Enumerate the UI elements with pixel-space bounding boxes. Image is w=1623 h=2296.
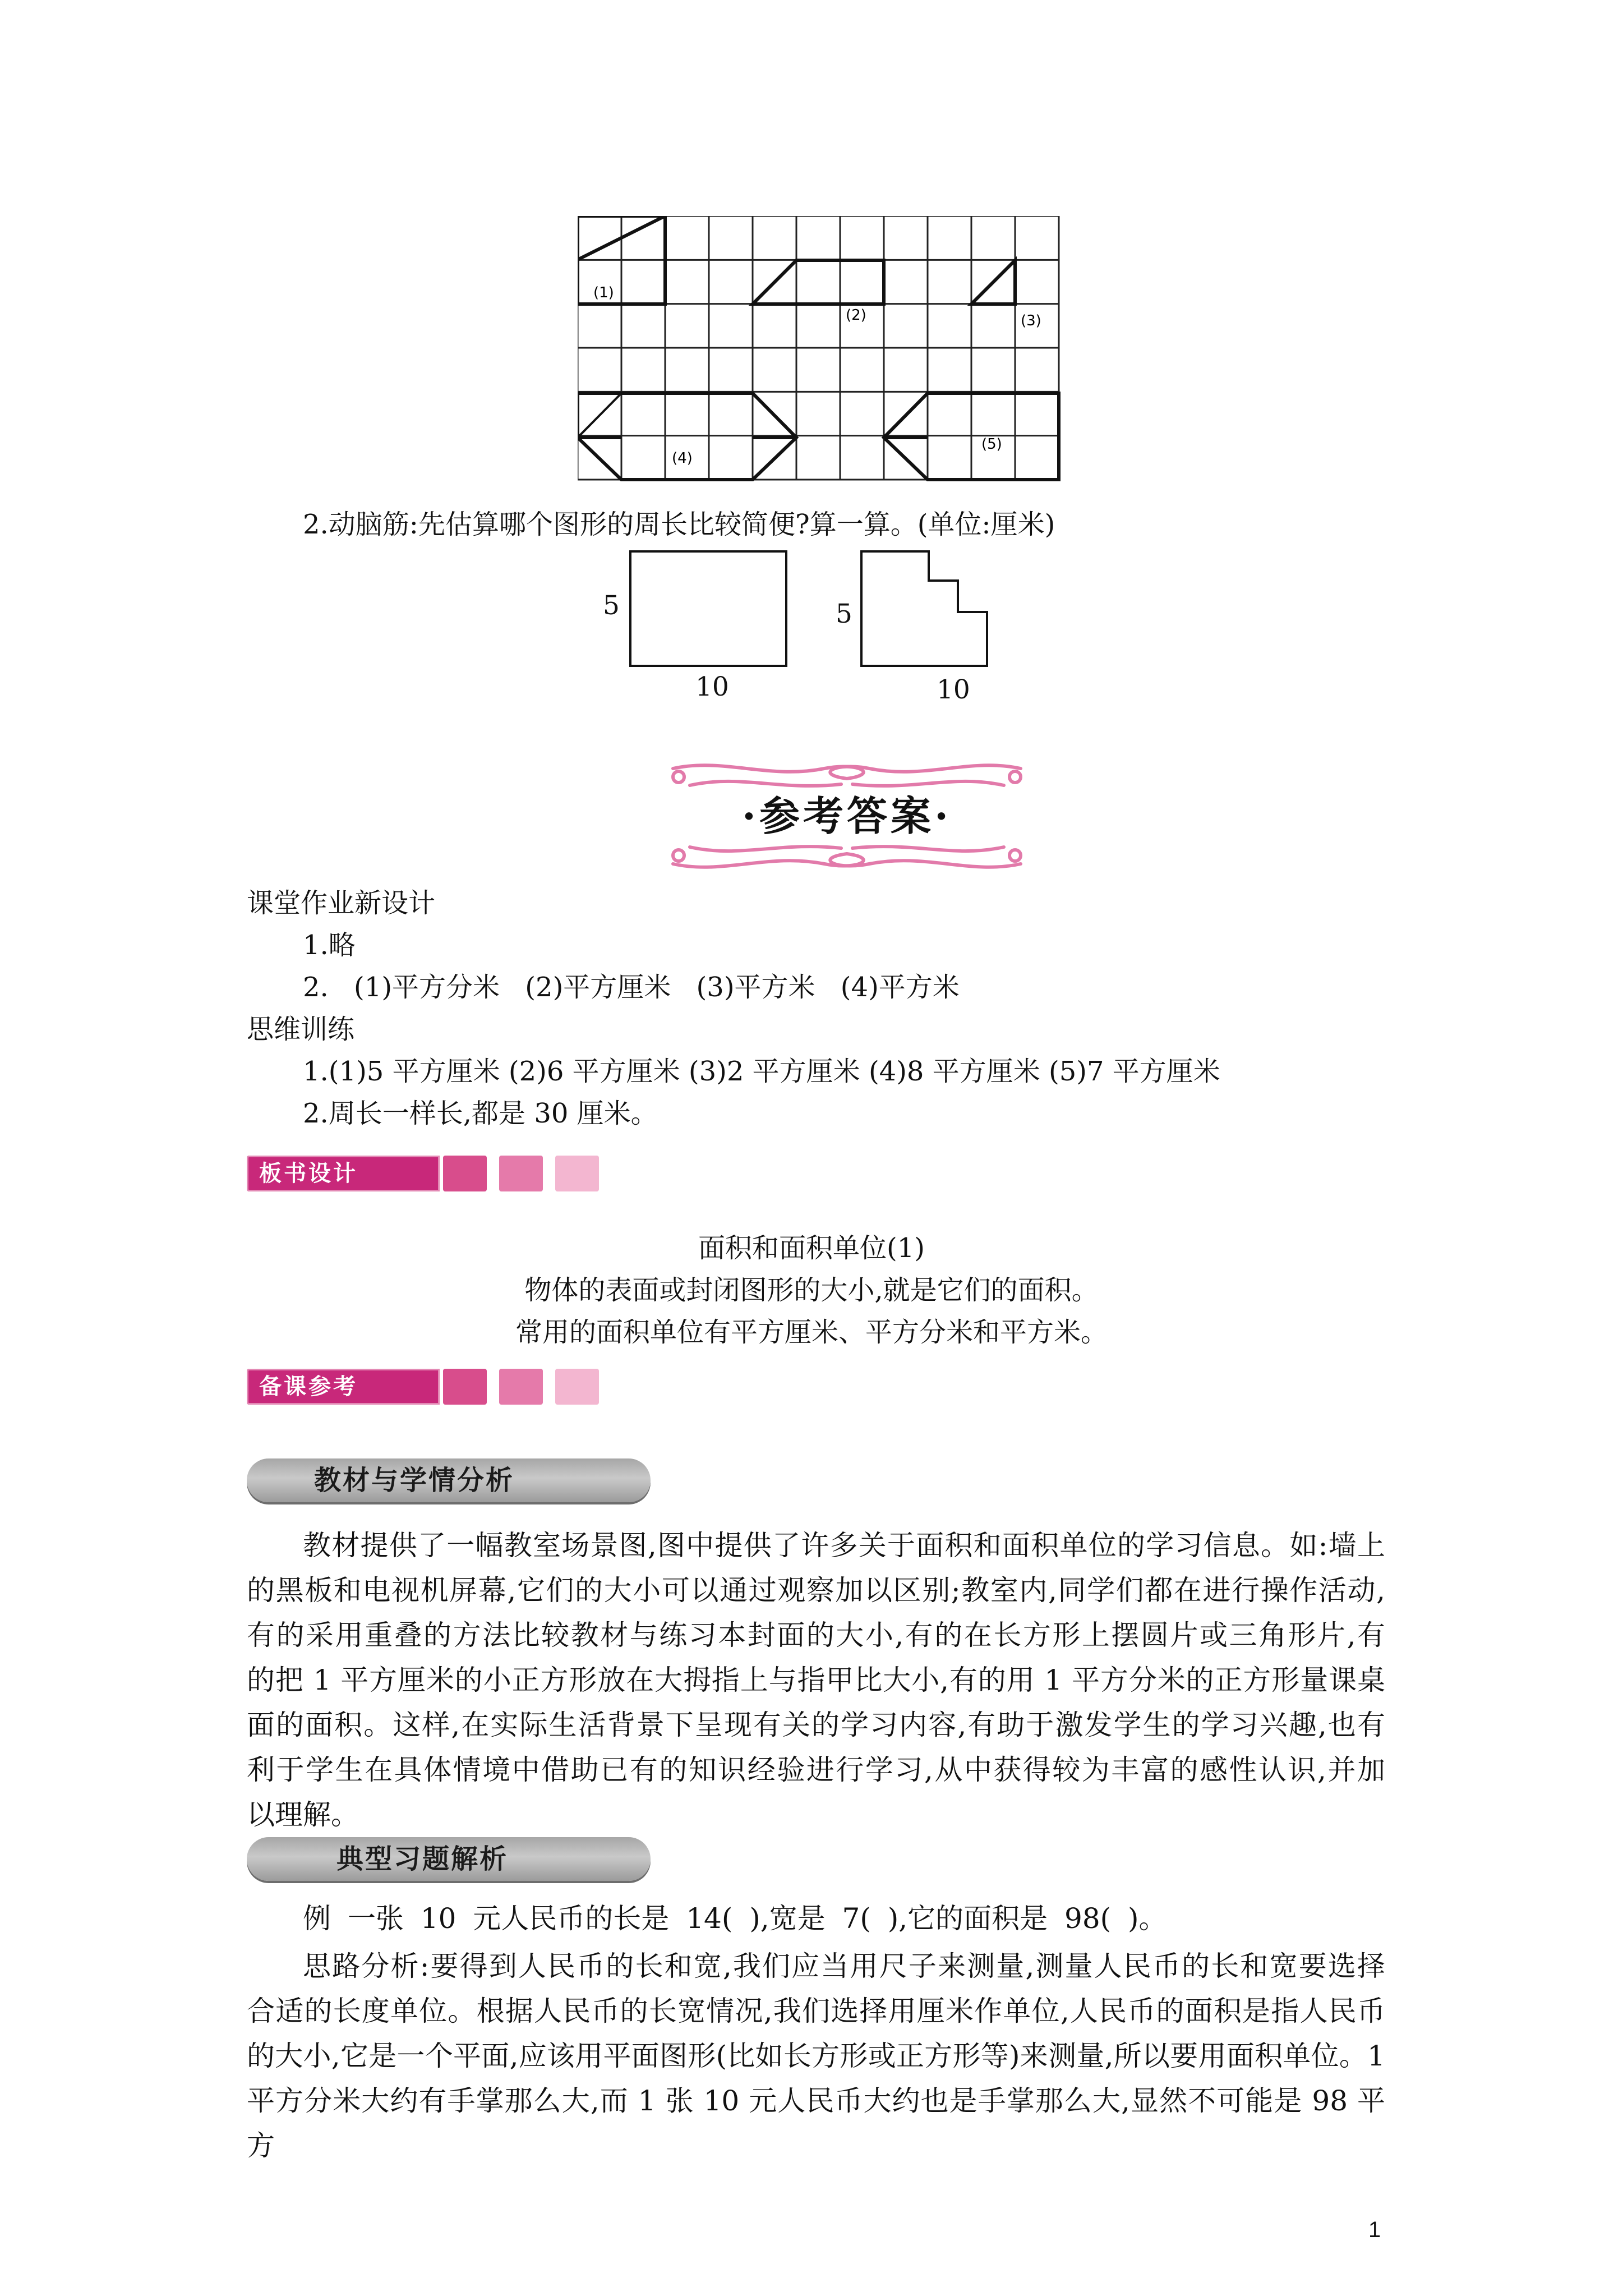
badge-square-mid — [499, 1156, 543, 1191]
typical-line-2: 合适的长度单位。根据人民币的长宽情况,我们选择用厘米作单位,人民币的面积是指人民币 — [247, 1995, 1385, 2027]
badge-square-mid — [499, 1369, 543, 1405]
analysis-line-6: 利于学生在具体情境中借助已有的知识经验进行学习,从中获得较为丰富的感性认识,并加 — [247, 1754, 1385, 1786]
analysis-line-4: 的把 1 平方厘米的小正方形放在大拇指上与指甲比大小,有的用 1 平方分米的正方形量课桌 — [247, 1664, 1385, 1696]
analysis-line-7: 以理解。 — [247, 1798, 359, 1831]
answer-banner-title: ·参考答案· — [741, 792, 952, 840]
prep-reference-badge: 备课参考 — [247, 1369, 440, 1405]
prep-reference-header — [247, 1369, 606, 1405]
board-line-3: 常用的面积单位有平方厘米、平方分米和平方米。 — [515, 1317, 1108, 1348]
perimeter-shapes — [583, 547, 1066, 715]
analysis-line-5: 面的面积。这样,在实际生活背景下呈现有关的学习内容,有助于激发学生的学习兴趣,也有 — [247, 1709, 1385, 1741]
grid-label-1: (1) — [593, 284, 614, 301]
badge-square-light — [555, 1156, 599, 1191]
stepped-shape — [861, 551, 987, 666]
grid-label-4: (4) — [672, 450, 693, 467]
analysis-line-3: 有的采用重叠的方法比较教材与练习本封面的大小,有的在长方形上摆圆片或三角形片,有 — [247, 1619, 1385, 1651]
grid-label-2: (2) — [846, 307, 866, 324]
board-line-1: 面积和面积单位(1) — [698, 1232, 925, 1264]
grid-label-3: (3) — [1021, 312, 1041, 329]
board-design-header — [247, 1156, 606, 1191]
left-shape-side-label: 5 — [603, 590, 620, 621]
board-design-badge: 板书设计 — [247, 1156, 440, 1191]
typical-line-3: 的大小,它是一个平面,应该用平面图形(比如长方形或正方形等)来测量,所以要用面积单位。1 — [247, 2040, 1385, 2072]
right-shape-side-label: 5 — [836, 599, 852, 629]
typical-title: 典型习题解析 — [336, 1843, 509, 1875]
answers-s1-item1: 1.略 — [303, 930, 356, 961]
answers-section1-title: 课堂作业新设计 — [247, 887, 436, 919]
board-line-2: 物体的表面或封闭图形的大小,就是它们的面积。 — [524, 1274, 1099, 1306]
answers-section2-title: 思维训练 — [247, 1014, 355, 1045]
badge-square-light — [555, 1369, 599, 1405]
exercise-2-text: 2.动脑筋:先估算哪个图形的周长比较简便?算一算。(单位:厘米) — [303, 509, 1055, 540]
badge-square-dark — [443, 1156, 487, 1191]
grid-label-5: (5) — [981, 436, 1002, 453]
right-shape-bottom-label: 10 — [937, 674, 970, 705]
grid-shape-3 — [971, 260, 1015, 304]
badge-square-dark — [443, 1369, 487, 1405]
typical-example: 例 一张 10 元人民币的长是 14( ),宽是 7( ),它的面积是 98( )。 — [303, 1902, 1167, 1935]
grid-figure — [578, 216, 1066, 485]
answers-s1-item2: 2. (1)平方分米 (2)平方厘米 (3)平方米 (4)平方米 — [303, 972, 960, 1003]
answers-s2-item1: 1.(1)5 平方厘米 (2)6 平方厘米 (3)2 平方厘米 (4)8 平方厘米 (5)7 平方厘米 — [303, 1056, 1220, 1087]
left-shape-bottom-label: 10 — [695, 671, 729, 702]
analysis-title: 教材与学情分析 — [314, 1465, 515, 1496]
typical-line-1: 思路分析:要得到人民币的长和宽,我们应当用尺子来测量,测量人民币的长和宽要选择 — [303, 1950, 1385, 1982]
page-number: 1 — [1368, 2217, 1381, 2242]
typical-line-4: 平方分米大约有手掌那么大,而 1 张 10 元人民币大约也是手掌那么大,显然不可能是 98 平方 — [247, 2085, 1385, 2162]
grid-shape-2 — [753, 260, 884, 304]
analysis-line-1: 教材提供了一幅教室场景图,图中提供了许多关于面积和面积单位的学习信息。如:墙上 — [303, 1529, 1385, 1562]
analysis-line-2: 的黑板和电视机屏幕,它们的大小可以通过观察加以区别;教室内,同学们都在进行操作活动, — [247, 1574, 1385, 1607]
rectangle-shape — [630, 551, 786, 666]
answers-s2-item2: 2.周长一样长,都是 30 厘米。 — [303, 1098, 658, 1129]
